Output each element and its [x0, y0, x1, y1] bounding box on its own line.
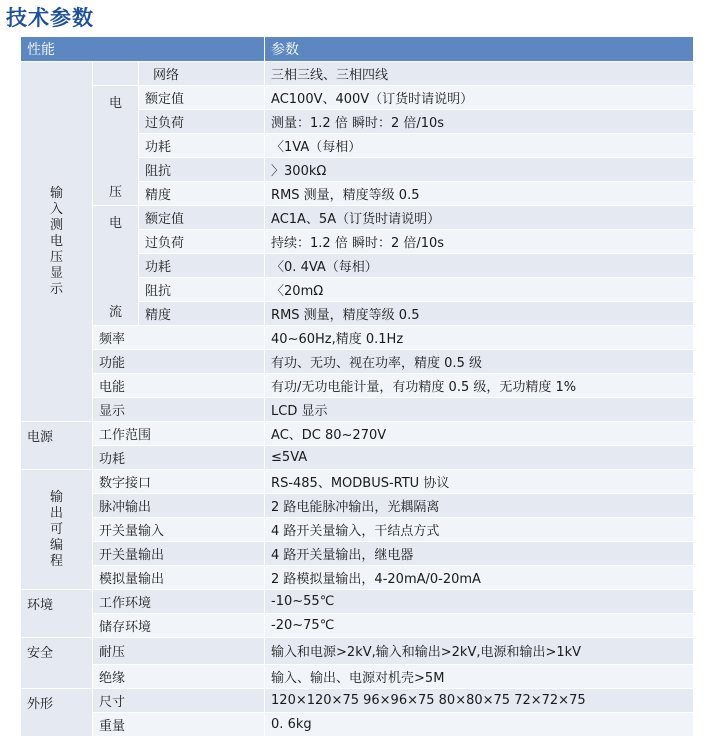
row-value: AC100V、400V（订货时请说明）	[265, 86, 694, 110]
row-value: 4 路开关量输出，继电器	[265, 542, 694, 566]
subcategory-voltage	[93, 86, 139, 206]
row-value: 〈1VA（每相）	[265, 134, 694, 158]
table-row	[21, 518, 694, 542]
row-value: 〉300kΩ	[265, 158, 694, 182]
category-safety: 安全	[21, 638, 93, 689]
row-value: -10~55℃	[265, 590, 694, 614]
subcategory-current-top: 电	[108, 215, 122, 231]
row-name: 过负荷	[139, 110, 265, 134]
row-value: RMS 测量，精度等级 0.5	[265, 302, 694, 326]
category-input	[21, 62, 93, 422]
table-row	[21, 665, 694, 689]
row-name: 精度	[139, 302, 265, 326]
row-name: 储存环境	[93, 614, 265, 638]
table-row	[21, 86, 694, 110]
table-row	[21, 590, 694, 614]
row-value: 输入、输出、电源对机壳>5M	[265, 665, 694, 689]
row-name: 网络	[139, 62, 265, 86]
row-name: 开关量输入	[93, 518, 265, 542]
row-name: 工作环境	[93, 590, 265, 614]
category-power: 电源	[21, 422, 93, 470]
table-row	[21, 470, 694, 494]
category-environment: 环境	[21, 590, 93, 638]
subcategory-current	[93, 206, 139, 326]
row-value: 0. 6kg	[265, 713, 694, 737]
category-input-label: 输入测电压显示	[49, 185, 63, 297]
row-name: 阻抗	[139, 278, 265, 302]
table-row	[21, 62, 694, 86]
row-name: 显示	[93, 398, 265, 422]
row-name: 绝缘	[93, 665, 265, 689]
table-row	[21, 713, 694, 737]
table-row	[21, 638, 694, 665]
row-value: 输入和电源>2kV,输入和输出>2kV,电源和输出>1kV	[265, 638, 694, 665]
row-value: 2 路模拟量输出，4-20mA/0-20mA	[265, 566, 694, 590]
subcategory-voltage-top: 电	[108, 95, 122, 111]
row-name: 电能	[93, 374, 265, 398]
row-value: 2 路电能脉冲输出，光耦隔离	[265, 494, 694, 518]
row-name: 工作范围	[93, 422, 265, 446]
category-output	[21, 470, 93, 590]
table-row	[21, 326, 694, 350]
row-name: 功能	[93, 350, 265, 374]
row-value: RS-485、MODBUS-RTU 协议	[265, 470, 694, 494]
row-name: 脉冲输出	[93, 494, 265, 518]
spec-table	[20, 36, 694, 737]
category-output-label: 输出可编程	[49, 489, 63, 569]
row-value: 测量：1.2 倍 瞬时：2 倍/10s	[265, 110, 694, 134]
row-value: RMS 测量，精度等级 0.5	[265, 182, 694, 206]
row-value: ≤5VA	[265, 446, 694, 470]
row-name: 功耗	[93, 446, 265, 470]
row-name: 额定值	[139, 206, 265, 230]
row-name: 功耗	[139, 134, 265, 158]
row-name: 耐压	[93, 638, 265, 665]
row-value: 4 路开关量输入，干结点方式	[265, 518, 694, 542]
row-value: 〈0. 4VA（每相）	[265, 254, 694, 278]
table-row	[21, 350, 694, 374]
row-name: 功耗	[139, 254, 265, 278]
table-row	[21, 566, 694, 590]
table-row	[21, 422, 694, 446]
table-row	[21, 398, 694, 422]
table-row	[21, 494, 694, 518]
row-name: 开关量输出	[93, 542, 265, 566]
table-row	[21, 374, 694, 398]
row-name: 过负荷	[139, 230, 265, 254]
row-name: 额定值	[139, 86, 265, 110]
row-name: 精度	[139, 182, 265, 206]
row-value: LCD 显示	[265, 398, 694, 422]
page-title: 技术参数	[6, 6, 94, 30]
row-value: 持续：1.2 倍 瞬时：2 倍/10s	[265, 230, 694, 254]
row-value: 有功/无功电能计量，有功精度 0.5 级，无功精度 1%	[265, 374, 694, 398]
table-row	[21, 446, 694, 470]
row-value: AC、DC 80~270V	[265, 422, 694, 446]
table-row	[21, 614, 694, 638]
row-value: 120×120×75 96×96×75 80×80×75 72×72×75	[265, 689, 694, 713]
row-name: 模拟量输出	[93, 566, 265, 590]
row-value: -20~75℃	[265, 614, 694, 638]
row-value: 三相三线、三相四线	[265, 62, 694, 86]
row-value: 〈20mΩ	[265, 278, 694, 302]
row-value: 有功、无功、视在功率，精度 0.5 级	[265, 350, 694, 374]
subcategory-current-bottom: 流	[108, 304, 122, 320]
table-header-row	[21, 37, 694, 62]
category-appearance: 外形	[21, 689, 93, 737]
row-name: 频率	[93, 326, 265, 350]
row-name: 尺寸	[93, 689, 265, 713]
subcategory-voltage-bottom: 压	[108, 184, 122, 200]
row-name: 数字接口	[93, 470, 265, 494]
row-value: AC1A、5A（订货时请说明）	[265, 206, 694, 230]
table-row	[21, 542, 694, 566]
row-name: 阻抗	[139, 158, 265, 182]
table-row	[21, 206, 694, 230]
row-name: 重量	[93, 713, 265, 737]
header-performance: 性能	[21, 37, 265, 62]
row-value: 40~60Hz,精度 0.1Hz	[265, 326, 694, 350]
header-parameter: 参数	[265, 37, 694, 62]
table-row	[21, 689, 694, 713]
